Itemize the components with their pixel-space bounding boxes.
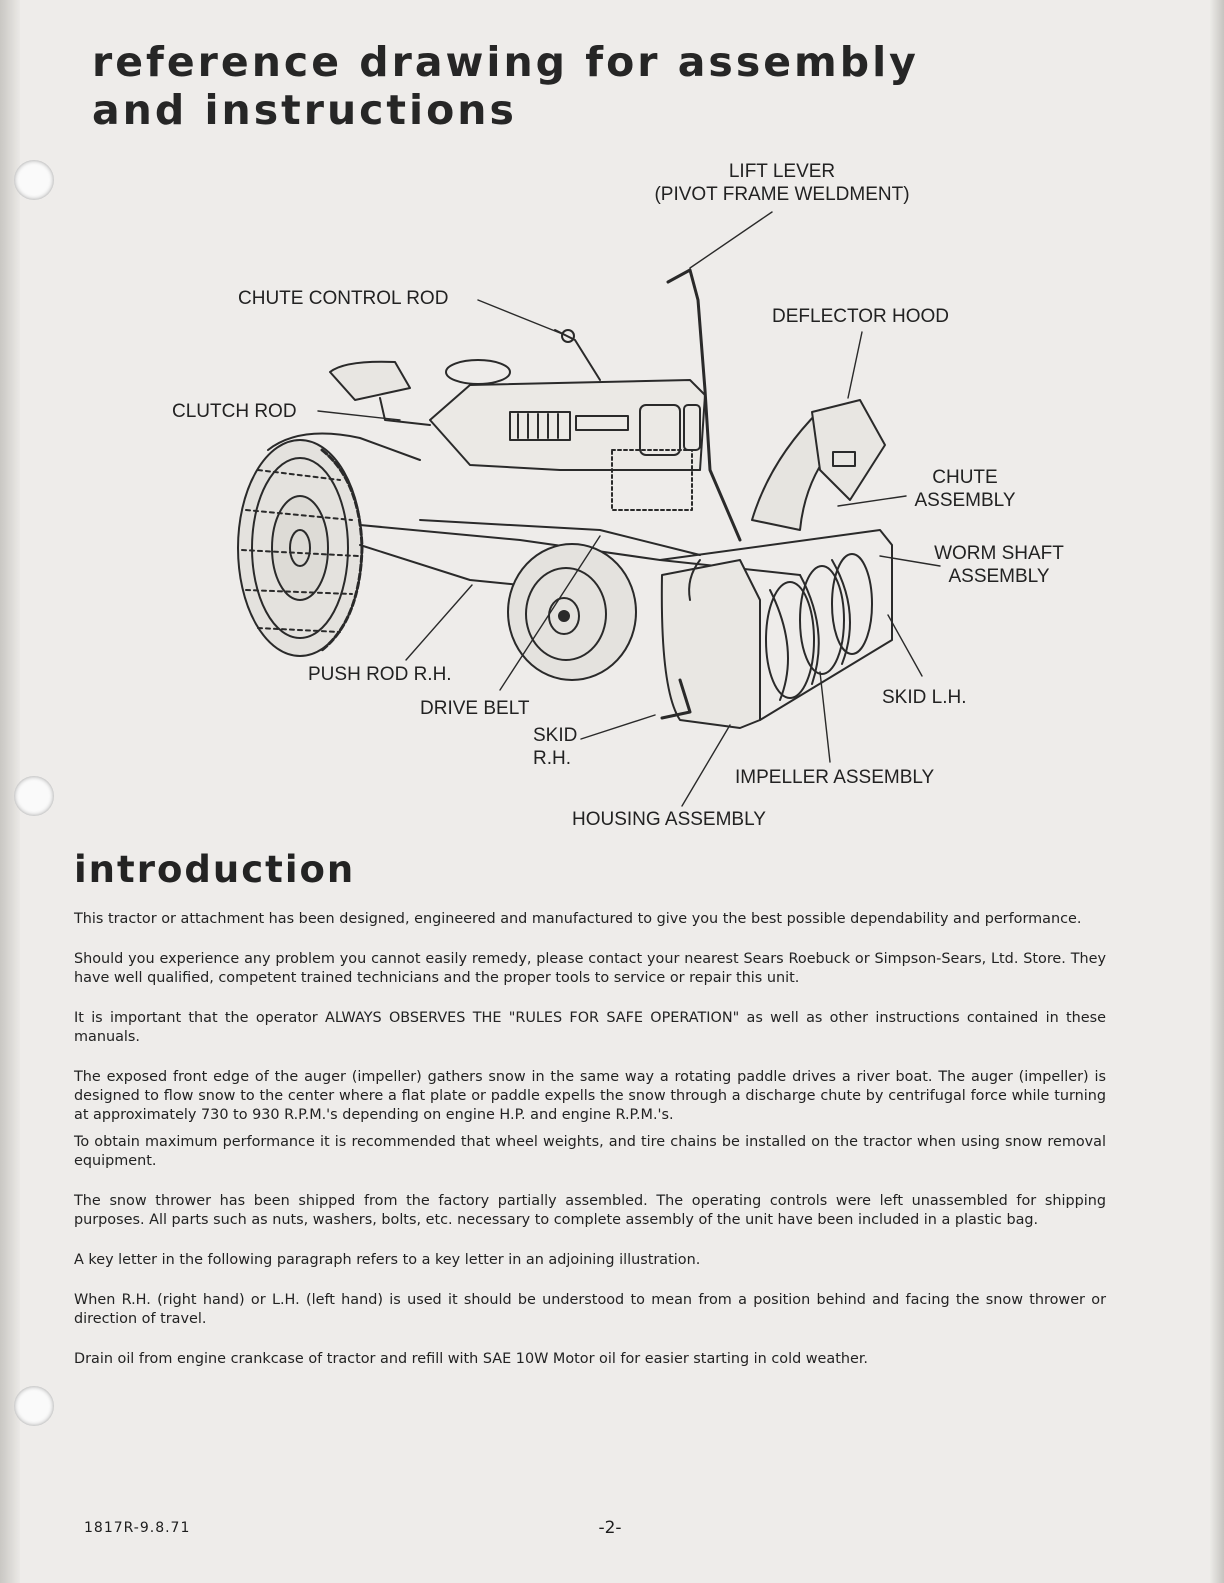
seat — [330, 362, 410, 400]
callout-chute-assembly — [900, 466, 1030, 512]
introduction-heading: introduction — [74, 848, 356, 891]
housing-side-panel — [662, 560, 760, 728]
callout-skid-rh — [533, 724, 577, 770]
intro-paragraph: It is important that the operator ALWAYS OBSERVES THE "RULES FOR SAFE OPERATION" as well as other instructions contained in these manuals. — [74, 1010, 1106, 1045]
callout-clutch-rod: CLUTCH ROD — [172, 401, 297, 422]
intro-paragraph: Should you experience any problem you cannot easily remedy, please contact your nearest Sears Roebuck or Simpson-Sears, Ltd. Store. They have well qualified, competent trained technicians and the proper tools to service or repair this unit. — [74, 951, 1106, 986]
callout-deflector-hood: DEFLECTOR HOOD — [772, 306, 950, 327]
page-number: -2- — [598, 1518, 622, 1538]
callout-skid-lh: SKID L.H. — [882, 687, 967, 708]
introduction-body — [74, 910, 1106, 1390]
callout-worm-shaft-assembly — [924, 542, 1074, 588]
callout-drive-belt: DRIVE BELT — [420, 698, 530, 719]
callout-housing-assembly: HOUSING ASSEMBLY — [572, 809, 766, 830]
intro-paragraph: This tractor or attachment has been designed, engineered and manufactured to give you the best possible dependability and performance. — [74, 911, 1082, 927]
callout-push-rod-rh: PUSH ROD R.H. — [308, 664, 452, 685]
callout-lift-lever-line2: (PIVOT FRAME WELDMENT) — [654, 184, 910, 205]
deflector-hood-shape — [812, 400, 885, 500]
intro-paragraph: A key letter in the following paragraph refers to a key letter in an adjoining illustration. — [74, 1252, 701, 1268]
callout-skid-rh-line1: SKID — [533, 725, 578, 746]
rear-tire-with-chains — [238, 440, 362, 656]
binder-hole-bottom — [14, 1386, 54, 1426]
callout-impeller-assembly: IMPELLER ASSEMBLY — [735, 767, 935, 788]
intro-paragraph: When R.H. (right hand) or L.H. (left hand) is used it should be understood to mean from a position behind and facing the snow thrower or direction of travel. — [74, 1292, 1106, 1327]
callout-worm-shaft-line2: ASSEMBLY — [948, 566, 1050, 587]
callout-chute-control-rod: CHUTE CONTROL ROD — [238, 288, 449, 309]
title-line-2: and instructions — [92, 86, 517, 134]
callout-worm-shaft-line1: WORM SHAFT — [934, 543, 1064, 564]
callout-chute-assembly-line1: CHUTE — [932, 467, 998, 488]
steering-wheel — [446, 360, 510, 384]
callout-lift-lever-line1: LIFT LEVER — [728, 161, 836, 182]
intro-paragraph: The exposed front edge of the auger (impeller) gathers snow in the same way a rotating paddle drives a river boat. The auger (impeller) is designed to flow snow to the center where a flat plate or paddle expells the snow through a discharge chute by centrifugal force while turning at approximately 730 to 930 R.P.M.'s depending on engine H.P. and engine R.P.M.'s. — [74, 1069, 1106, 1123]
intro-paragraph: To obtain maximum performance it is recommended that wheel weights, and tire chains be installed on the tractor when using snow removal equipment. — [74, 1134, 1106, 1169]
tractor-hood — [430, 380, 705, 470]
callout-lift-lever — [632, 160, 932, 206]
document-code: 1817R-9.8.71 — [84, 1520, 191, 1536]
callout-chute-assembly-line2: ASSEMBLY — [914, 490, 1016, 511]
callout-skid-rh-line2: R.H. — [533, 748, 571, 769]
intro-paragraph: Drain oil from engine crankcase of tractor and refill with SAE 10W Motor oil for easier starting in cold weather. — [74, 1351, 868, 1367]
title-line-1: reference drawing for assembly — [92, 38, 919, 86]
impeller-auger — [766, 554, 872, 700]
front-wheel — [508, 544, 636, 680]
intro-paragraph: The snow thrower has been shipped from the factory partially assembled. The operating controls were left unassembled for shipping purposes. All parts such as nuts, washers, bolts, etc. necessary to complete assembly of the unit have been included in a plastic bag. — [74, 1193, 1106, 1228]
